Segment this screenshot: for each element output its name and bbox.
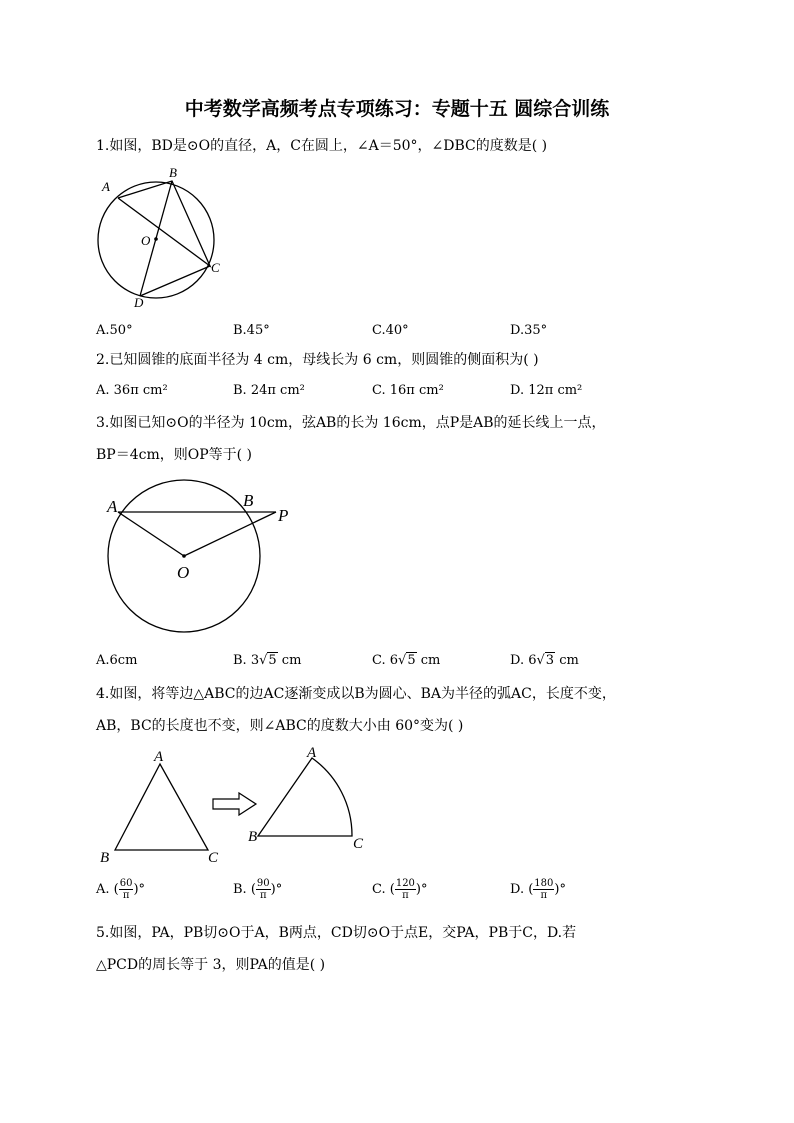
q1-center-dot — [154, 237, 158, 241]
q4-option-d: D. ( $\frac{180}{\pi}$ )° — [510, 878, 566, 901]
q4-stem-line1: 4.如图，将等边△ABC的边AC逐渐变成以B为圆心、BA为半径的弧AC，长度不变， — [96, 686, 616, 702]
q4-label-b1: B — [100, 850, 110, 866]
q4-stem-line2: AB，BC的长度也不变，则∠ABC的度数大小由 60°变为( ) — [96, 718, 464, 734]
q4-label-c1: C — [208, 850, 219, 866]
q4-option-b: B. ( $\frac{90}{\pi}$ )° — [233, 878, 283, 901]
q1-label-c: C — [211, 260, 220, 275]
q3-line-op — [184, 512, 276, 556]
q3-option-c: C. 6√5 cm — [372, 653, 441, 668]
q4-sector — [258, 758, 352, 836]
q1-label-b: B — [169, 165, 177, 180]
q4-option-a: A. ( $\frac{60}{\pi}$ )° — [96, 878, 146, 901]
q4-arrow-icon — [213, 793, 256, 815]
q3-label-a: A — [107, 497, 118, 516]
q2-stem: 2.已知圆锥的底面半径为 4 cm，母线长为 6 cm，则圆锥的侧面积为( ) — [96, 352, 539, 368]
q1-label-d: D — [134, 295, 144, 310]
q3-label-b: B — [243, 491, 254, 510]
q2-option-b: B. 24π cm² — [233, 383, 305, 398]
page-title: 中考数学高频考点专项练习：专题十五 圆综合训练 — [184, 98, 610, 120]
q4-option-c: C. ( $\frac{120}{\pi}$ )° — [372, 878, 428, 901]
q1-option-d: D.35° — [510, 323, 548, 338]
q2-option-a: A. 36π cm² — [96, 383, 168, 398]
q3-label-p: P — [278, 506, 289, 525]
q1-figure — [92, 165, 232, 310]
q3-option-a: A.6cm — [96, 653, 138, 668]
q3-stem-line2: BP＝4cm，则OP等于( ) — [96, 447, 253, 463]
q4-label-c2: C — [353, 836, 364, 852]
q3-option-d: D. 6√3 cm — [510, 653, 579, 668]
q4-figure — [98, 740, 388, 870]
q1-option-c: C.40° — [372, 323, 409, 338]
q3-option-b: B. 3√5 cm — [233, 653, 302, 668]
q1-option-a: A.50° — [96, 323, 133, 338]
q3-figure — [100, 490, 310, 640]
q2-option-d: D. 12π cm² — [510, 383, 583, 398]
q4-triangle — [115, 764, 208, 850]
q5-stem-line2: △PCD的周长等于 3，则PA的值是( ) — [96, 957, 326, 973]
q2-option-c: C. 16π cm² — [372, 383, 444, 398]
q3-stem-line1: 3.如图已知⊙O的半径为 10cm，弦AB的长为 16cm，点P是AB的延长线上一点， — [96, 415, 606, 431]
q3-line-ao — [118, 512, 184, 556]
q1-lines — [118, 181, 210, 266]
q5-stem-line1: 5.如图，PA，PB切⊙O于A，B两点，CD切⊙O于点E，交PA，PB于C，D.若 — [96, 925, 577, 941]
q3-label-o: O — [177, 563, 190, 582]
q4-label-a2: A — [307, 745, 317, 761]
q3-center-dot — [182, 554, 186, 558]
q1-label-a: A — [102, 179, 110, 194]
q1-label-o: O — [141, 233, 151, 248]
q1-stem: 1.如图，BD是⊙O的直径，A，C在圆上，∠A＝50°，∠DBC的度数是( ) — [96, 138, 548, 154]
q1-option-b: B.45° — [233, 323, 270, 338]
q4-label-b2: B — [248, 829, 258, 845]
q4-label-a1: A — [154, 749, 164, 765]
